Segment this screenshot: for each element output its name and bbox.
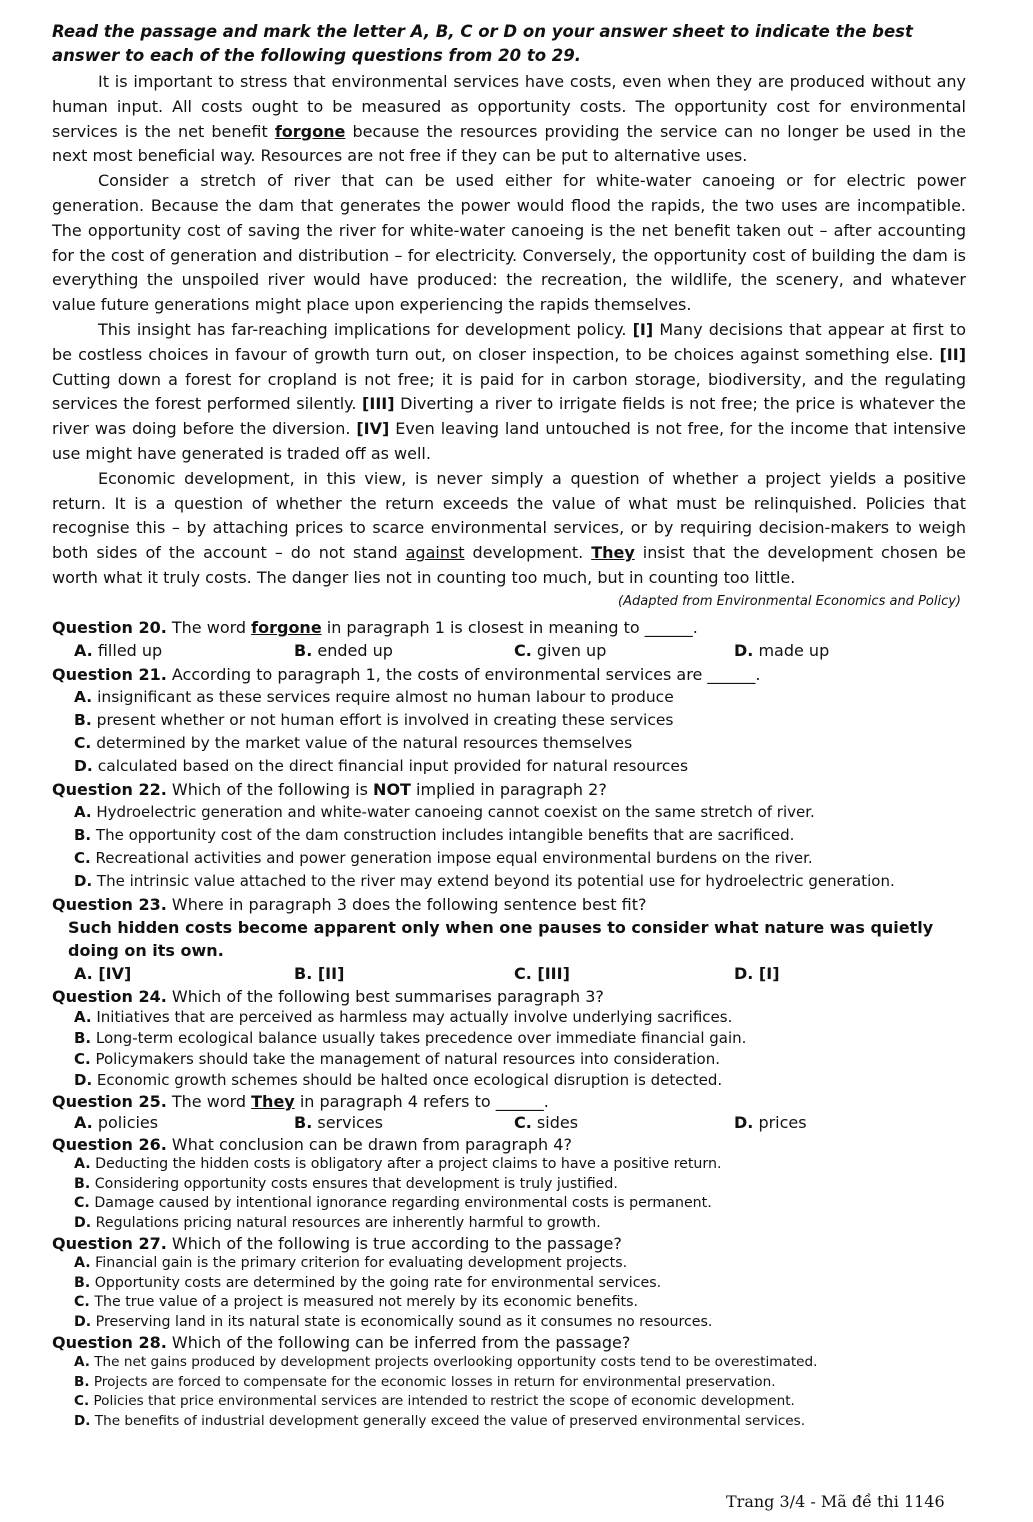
question-key-word: NOT <box>373 780 411 799</box>
option-d[interactable]: D. calculated based on the direct financial input provided for natural resources <box>74 757 689 775</box>
question-24 <box>52 986 982 1091</box>
option-b[interactable]: B. present whether or not human effort is involved in creating these services <box>74 711 674 729</box>
insert-sentence: Such hidden costs become apparent only when one pauses to consider what nature was quietly doing on its own. <box>68 918 934 960</box>
option-a[interactable]: A. [IV] <box>74 964 132 983</box>
question-number: Question 22. <box>52 780 167 799</box>
option-d[interactable]: D. Preserving land in its natural state is economically sound as it consumes no resources. <box>74 1313 713 1330</box>
marker-i: [I] <box>632 319 654 339</box>
question-number: Question 27. <box>52 1234 167 1253</box>
question-text: Which of the following best summarises paragraph 3? <box>166 987 604 1006</box>
option-b[interactable]: B. Considering opportunity costs ensures that development is truly justified. <box>74 1175 618 1192</box>
question-key-word: forgone <box>251 618 322 637</box>
options-row <box>74 962 982 986</box>
question-text: The word <box>166 1092 252 1111</box>
option-a[interactable]: A. Hydroelectric generation and white-water canoeing cannot coexist on the same stretch of river. <box>74 803 815 821</box>
option-d[interactable]: D. prices <box>734 1113 807 1132</box>
p4-text-a: Economic development, in this view, is never simply a question of whether a project yields a positive return. It is a question of whether the return exceeds the value of what must be relinquished. Policies that recognise this – by attaching prices to scarce environmental services, or by requiring decision-makers to weigh both sides of the account – do not stand <box>52 468 966 563</box>
option-d[interactable]: D. Economic growth schemes should be halted once ecological disruption is detected. <box>74 1071 723 1089</box>
p1-text-b: because the resources providing the service can no longer be used in the next most beneficial way. Resources are not free if they can be put to alternative uses. <box>52 121 966 166</box>
question-20 <box>52 616 982 663</box>
p1-text-a: It is important to stress that environmental services have costs, even when they are produced without any human input. All costs ought to be measured as opportunity costs. The opportunity cost for environmental services is the net benefit <box>52 72 966 141</box>
instruction: Read the passage and mark the letter A, B, C or D on your answer sheet to indicate the best answer to each of the following questions from 20 to 29. <box>52 22 913 65</box>
question-text: Which of the following is true according to the passage? <box>166 1234 622 1253</box>
question-text: implied in paragraph 2? <box>410 780 607 799</box>
question-text: According to paragraph 1, the costs of environmental services are ______. <box>166 665 761 684</box>
reading-passage <box>52 70 966 591</box>
question-26 <box>52 1134 982 1233</box>
question-25 <box>52 1091 982 1134</box>
question-22 <box>52 778 982 893</box>
question-text: The word <box>166 618 252 637</box>
marker-iii: [III] <box>362 394 395 414</box>
option-b[interactable]: B. ended up <box>294 641 393 660</box>
question-27 <box>52 1233 982 1332</box>
p3-text-e: Even leaving land untouched is not free, for the income that intensive use might have generated is traded off as well. <box>52 419 966 463</box>
option-a[interactable]: A. Financial gain is the primary criterion for evaluating development projects. <box>74 1255 628 1271</box>
option-d[interactable]: D. Regulations pricing natural resources are inherently harmful to growth. <box>74 1214 601 1231</box>
option-d[interactable]: D. made up <box>734 641 830 660</box>
question-text: in paragraph 1 is closest in meaning to ______. <box>321 618 698 637</box>
question-number: Question 28. <box>52 1333 167 1352</box>
question-number: Question 26. <box>52 1135 167 1154</box>
option-d[interactable]: D. [I] <box>734 964 780 983</box>
option-a[interactable]: A. policies <box>74 1113 159 1132</box>
marker-ii: [II] <box>939 344 966 364</box>
question-number: Question 25. <box>52 1092 167 1111</box>
option-c[interactable]: C. Policymakers should take the management of natural resources into consideration. <box>74 1050 720 1068</box>
option-c[interactable]: C. The true value of a project is measured not merely by its economic benefits. <box>74 1294 638 1310</box>
p4-text-c: insist that the development chosen be worth what it truly costs. The danger lies not in counting too much, but in counting too little. <box>52 543 966 587</box>
highlighted-word-they: They <box>591 543 635 563</box>
p3-text-c: Cutting down a forest for cropland is not free; it is paid for in carbon storage, biodiversity, and the regulating services the forest performed silently. <box>52 369 966 414</box>
question-text: Which of the following is <box>166 780 374 799</box>
option-a[interactable]: A. filled up <box>74 641 163 660</box>
option-c[interactable]: C. Recreational activities and power generation impose equal environmental burdens on the river. <box>74 849 813 867</box>
option-c[interactable]: C. sides <box>514 1113 579 1132</box>
option-c[interactable]: C. given up <box>514 641 607 660</box>
option-b[interactable]: B. The opportunity cost of the dam construction includes intangible benefits that are sacrificed. <box>74 826 795 844</box>
option-a[interactable]: A. The net gains produced by development projects overlooking opportunity costs tend to be overestimated. <box>74 1354 818 1370</box>
question-23 <box>52 893 982 986</box>
option-b[interactable]: B. Long-term ecological balance usually takes precedence over immediate financial gain. <box>74 1029 747 1047</box>
highlighted-word-forgone: forgone <box>274 121 346 141</box>
question-text: What conclusion can be drawn from paragraph 4? <box>166 1135 572 1154</box>
option-c[interactable]: C. Policies that price environmental services are intended to restrict the scope of economic development. <box>74 1393 795 1409</box>
option-a[interactable]: A. Deducting the hidden costs is obligatory after a project claims to have a positive return. <box>74 1156 722 1172</box>
question-text: Where in paragraph 3 does the following sentence best fit? <box>166 895 647 914</box>
paragraph-4 <box>52 467 966 591</box>
option-a[interactable]: A. insignificant as these services require almost no human labour to produce <box>74 688 674 706</box>
p3-text-d: Diverting a river to irrigate fields is not free; the price is whatever the river was doing before the diversion. <box>52 394 967 439</box>
paragraph-3 <box>52 318 966 467</box>
question-text: Which of the following can be inferred from the passage? <box>166 1333 631 1352</box>
question-number: Question 24. <box>52 987 167 1006</box>
question-text: in paragraph 4 refers to ______. <box>294 1092 549 1111</box>
option-c[interactable]: C. [III] <box>514 964 570 983</box>
p3-text-b: Many decisions that appear at first to be costless choices in favour of growth turn out, on closer inspection, to be choices against something else. <box>52 319 966 364</box>
option-d[interactable]: D. The benefits of industrial development generally exceed the value of preserved environmental services. <box>74 1412 806 1429</box>
question-number: Question 21. <box>52 665 167 684</box>
paragraph-2: Consider a stretch of river that can be used either for white-water canoeing or for electric power generation. Because the dam that generates the power would flood the rapids, the two uses are incompatible. The opportunity cost of saving the river for white-water canoeing is the net benefit taken out – after accounting for the cost of generation and distribution – for electricity. Conversely, the opportunity cost of building the dam is everything the unspoiled river would have produced: the recreation, the wildlife, the scenery, and whatever value future generations might place upon experiencing the rapids themselves. <box>52 171 966 315</box>
option-c[interactable]: C. determined by the market value of the natural resources themselves <box>74 734 633 752</box>
question-number: Question 23. <box>52 895 167 914</box>
option-b[interactable]: B. services <box>294 1113 384 1132</box>
options-row <box>74 639 982 663</box>
option-c[interactable]: C. Damage caused by intentional ignorance regarding environmental costs is permanent. <box>74 1195 712 1211</box>
p4-text-b: development. <box>464 543 592 563</box>
p3-text-a: This insight has far-reaching implications for development policy. <box>98 319 633 339</box>
options-row <box>74 1112 982 1134</box>
option-b[interactable]: B. Projects are forced to compensate for the economic losses in return for environmental preservation. <box>74 1373 776 1390</box>
option-d[interactable]: D. The intrinsic value attached to the river may extend beyond its potential use for hydroelectric generation. <box>74 872 895 890</box>
paragraph-1 <box>52 70 966 169</box>
question-21 <box>52 663 982 778</box>
page-footer: Trang 3/4 - Mã đề thi 1146 <box>726 1492 945 1511</box>
option-a[interactable]: A. Initiatives that are perceived as harmless may actually involve underlying sacrifices. <box>74 1008 733 1026</box>
option-b[interactable]: B. [II] <box>294 964 345 983</box>
question-28 <box>52 1332 982 1431</box>
question-number: Question 20. <box>52 618 167 637</box>
passage-source: (Adapted from Environmental Economics and Policy) <box>618 594 961 609</box>
marker-iv: [IV] <box>356 419 390 439</box>
question-key-word: They <box>251 1092 295 1111</box>
questions-section <box>52 616 982 1431</box>
underlined-word-against: against <box>405 543 465 563</box>
option-b[interactable]: B. Opportunity costs are determined by the going rate for environmental services. <box>74 1274 662 1291</box>
